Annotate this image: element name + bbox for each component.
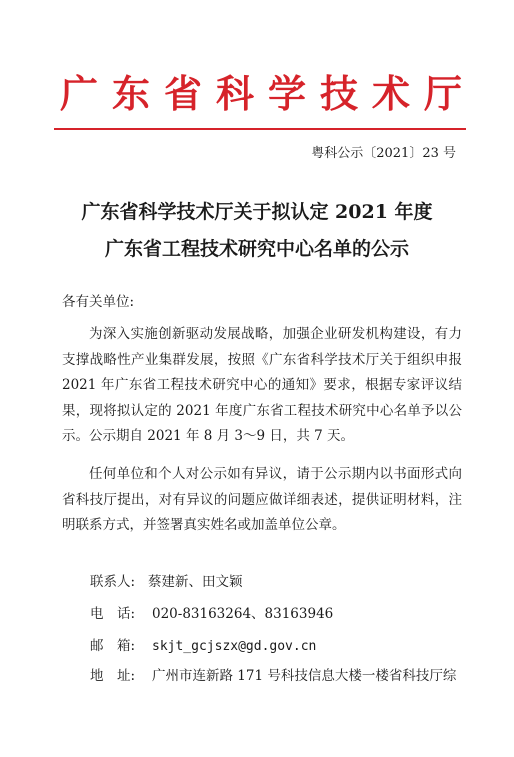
contact-phone-value: 020-83163264、83163946 — [152, 606, 334, 622]
letterhead-red-rule — [54, 128, 466, 130]
paragraph-objection: 任何单位和个人对公示如有异议，请于公示期内以书面形式向省科技厅提出，对有异议的问题应做详细表述，提供证明材料，注明联系方式，并签署真实姓名或加盖单位公章。 — [62, 466, 462, 534]
document-title-line-1: 广东省科学技术厅关于拟认定 2021 年度 — [81, 201, 433, 223]
contact-email-row — [90, 636, 316, 657]
contact-person-row — [90, 572, 243, 592]
contact-email-label: 邮 箱: — [90, 638, 136, 654]
contact-address-row — [90, 666, 456, 686]
contact-phone-label: 电 话: — [90, 606, 136, 622]
paragraph-announcement: 为深入实施创新驱动发展战略，加强企业研发机构建设，有力支撑战略性产业集群发展，按照《广东省科学技术厅关于组织申报 2021 年广东省工程技术研究中心的通知》要求，根据专家评议结果，现将拟认定的 2021 年度广东省工程技术研究中心名单予以公示。公示期自 2021 年 8 月 3～9 日，共 7 天。 — [62, 326, 462, 445]
contact-person-label: 联系人: — [90, 574, 136, 590]
letterhead-title: 广东省科学技术厅 — [60, 71, 477, 116]
contact-address-value: 广州市连新路 171 号科技信息大楼一楼省科技厅综 — [152, 668, 457, 684]
document-number: 粤科公示〔2021〕23 号 — [311, 146, 456, 161]
salutation: 各有关单位: — [62, 294, 135, 310]
contact-address-label: 地 址: — [90, 668, 136, 684]
contact-person-value: 蔡建新、田文颖 — [148, 574, 243, 590]
document-title-line-2: 广东省工程技术研究中心名单的公示 — [104, 238, 409, 260]
contact-phone-row — [90, 604, 333, 624]
contact-email-value: skjt_gcjszx@gd.gov.cn — [152, 639, 317, 654]
